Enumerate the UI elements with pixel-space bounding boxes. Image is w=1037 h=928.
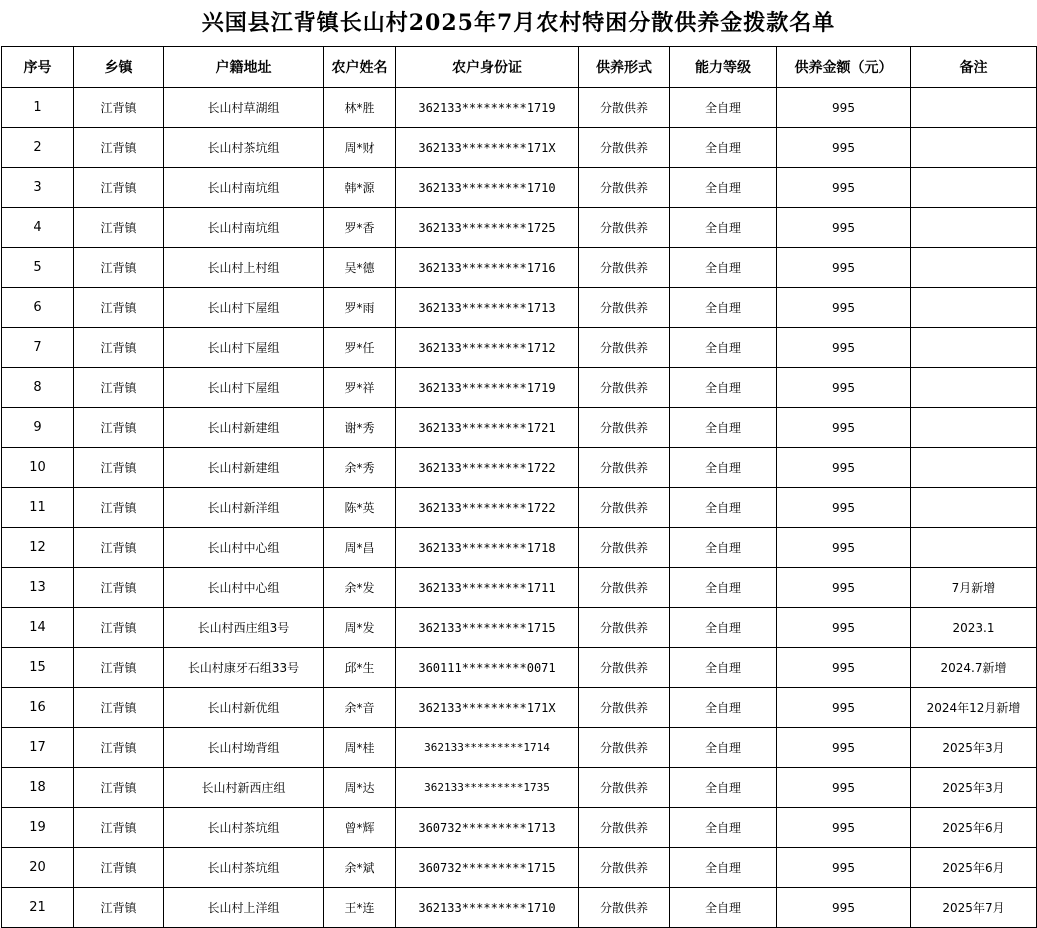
cell-name[interactable]: 韩*源 bbox=[324, 168, 396, 208]
cell-note[interactable] bbox=[911, 328, 1037, 368]
cell-address[interactable]: 长山村草湖组 bbox=[164, 88, 324, 128]
header-note[interactable]: 备注 bbox=[911, 47, 1037, 88]
table-row bbox=[2, 368, 1037, 408]
cell-note[interactable] bbox=[911, 448, 1037, 488]
cell-note[interactable]: 7月新增 bbox=[911, 568, 1037, 608]
cell-note[interactable] bbox=[911, 368, 1037, 408]
cell-amount[interactable]: 995 bbox=[777, 88, 911, 128]
sheet-title: 兴国县江背镇长山村2025年7月农村特困分散供养金拨款名单 bbox=[201, 10, 836, 36]
cell-address[interactable]: 长山村中心组 bbox=[164, 568, 324, 608]
cell-address[interactable]: 长山村南坑组 bbox=[164, 168, 324, 208]
table-row bbox=[2, 728, 1037, 768]
table-row bbox=[2, 448, 1037, 488]
cell-seq[interactable]: 2 bbox=[2, 128, 74, 168]
cell-town[interactable]: 江背镇 bbox=[74, 448, 164, 488]
cell-note[interactable]: 2025年6月 bbox=[911, 848, 1037, 888]
cell-name[interactable]: 陈*英 bbox=[324, 488, 396, 528]
cell-id[interactable]: 362133*********171X bbox=[396, 128, 579, 168]
cell-town[interactable]: 江背镇 bbox=[74, 888, 164, 928]
cell-level[interactable]: 全自理 bbox=[670, 248, 777, 288]
cell-id[interactable]: 360732*********1715 bbox=[396, 848, 579, 888]
cell-amount[interactable]: 995 bbox=[777, 208, 911, 248]
cell-name[interactable]: 罗*任 bbox=[324, 328, 396, 368]
cell-amount[interactable]: 995 bbox=[777, 328, 911, 368]
cell-level[interactable]: 全自理 bbox=[670, 608, 777, 648]
cell-address[interactable]: 长山村茶坑组 bbox=[164, 848, 324, 888]
cell-address[interactable]: 长山村中心组 bbox=[164, 528, 324, 568]
cell-name[interactable]: 余*发 bbox=[324, 568, 396, 608]
table-row bbox=[2, 688, 1037, 728]
cell-level[interactable]: 全自理 bbox=[670, 288, 777, 328]
cell-address[interactable]: 长山村新西庄组 bbox=[164, 768, 324, 808]
table-row bbox=[2, 288, 1037, 328]
cell-name[interactable]: 周*昌 bbox=[324, 528, 396, 568]
cell-id[interactable]: 362133*********1712 bbox=[396, 328, 579, 368]
cell-name[interactable]: 邱*生 bbox=[324, 648, 396, 688]
cell-note[interactable] bbox=[911, 408, 1037, 448]
cell-name[interactable]: 林*胜 bbox=[324, 88, 396, 128]
cell-seq[interactable]: 16 bbox=[2, 688, 74, 728]
cell-note[interactable] bbox=[911, 248, 1037, 288]
table-row bbox=[2, 888, 1037, 928]
cell-name[interactable]: 余*斌 bbox=[324, 848, 396, 888]
header-town[interactable]: 乡镇 bbox=[74, 47, 164, 88]
cell-form[interactable]: 分散供养 bbox=[579, 288, 670, 328]
cell-town[interactable]: 江背镇 bbox=[74, 648, 164, 688]
cell-id[interactable]: 362133*********1716 bbox=[396, 248, 579, 288]
table-row bbox=[2, 128, 1037, 168]
table-row bbox=[2, 248, 1037, 288]
cell-note[interactable]: 2024年12月新增 bbox=[911, 688, 1037, 728]
cell-amount[interactable]: 995 bbox=[777, 248, 911, 288]
cell-level[interactable]: 全自理 bbox=[670, 168, 777, 208]
cell-town[interactable]: 江背镇 bbox=[74, 88, 164, 128]
table-row bbox=[2, 528, 1037, 568]
cell-amount[interactable]: 995 bbox=[777, 648, 911, 688]
cell-seq[interactable]: 12 bbox=[2, 528, 74, 568]
cell-amount[interactable]: 995 bbox=[777, 728, 911, 768]
cell-seq[interactable]: 6 bbox=[2, 288, 74, 328]
cell-note[interactable] bbox=[911, 488, 1037, 528]
cell-seq[interactable]: 3 bbox=[2, 168, 74, 208]
cell-town[interactable]: 江背镇 bbox=[74, 208, 164, 248]
cell-seq[interactable]: 9 bbox=[2, 408, 74, 448]
cell-name[interactable]: 罗*香 bbox=[324, 208, 396, 248]
cell-level[interactable]: 全自理 bbox=[670, 128, 777, 168]
cell-form[interactable]: 分散供养 bbox=[579, 368, 670, 408]
cell-level[interactable]: 全自理 bbox=[670, 568, 777, 608]
cell-name[interactable]: 罗*祥 bbox=[324, 368, 396, 408]
cell-form[interactable]: 分散供养 bbox=[579, 688, 670, 728]
cell-town[interactable]: 江背镇 bbox=[74, 408, 164, 448]
cell-level[interactable]: 全自理 bbox=[670, 328, 777, 368]
table-row bbox=[2, 408, 1037, 448]
cell-id[interactable]: 360111*********0071 bbox=[396, 648, 579, 688]
cell-id[interactable]: 362133*********1714 bbox=[396, 728, 579, 768]
table-row bbox=[2, 768, 1037, 808]
cell-name[interactable]: 罗*雨 bbox=[324, 288, 396, 328]
cell-level[interactable]: 全自理 bbox=[670, 648, 777, 688]
cell-level[interactable]: 全自理 bbox=[670, 768, 777, 808]
cell-amount[interactable]: 995 bbox=[777, 848, 911, 888]
cell-seq[interactable]: 15 bbox=[2, 648, 74, 688]
cell-seq[interactable]: 13 bbox=[2, 568, 74, 608]
cell-name[interactable]: 谢*秀 bbox=[324, 408, 396, 448]
cell-note[interactable] bbox=[911, 128, 1037, 168]
table-row bbox=[2, 608, 1037, 648]
cell-town[interactable]: 江背镇 bbox=[74, 768, 164, 808]
roster-body bbox=[2, 88, 1037, 928]
cell-id[interactable]: 362133*********1710 bbox=[396, 888, 579, 928]
cell-amount[interactable]: 995 bbox=[777, 888, 911, 928]
cell-form[interactable]: 分散供养 bbox=[579, 448, 670, 488]
header-seq[interactable]: 序号 bbox=[2, 47, 74, 88]
cell-level[interactable]: 全自理 bbox=[670, 848, 777, 888]
cell-town[interactable]: 江背镇 bbox=[74, 128, 164, 168]
cell-amount[interactable]: 995 bbox=[777, 408, 911, 448]
cell-amount[interactable]: 995 bbox=[777, 808, 911, 848]
header-address[interactable]: 户籍地址 bbox=[164, 47, 324, 88]
cell-form[interactable]: 分散供养 bbox=[579, 648, 670, 688]
cell-id[interactable]: 362133*********1713 bbox=[396, 288, 579, 328]
cell-seq[interactable]: 21 bbox=[2, 888, 74, 928]
cell-address[interactable]: 长山村上洋组 bbox=[164, 888, 324, 928]
cell-address[interactable]: 长山村茶坑组 bbox=[164, 128, 324, 168]
cell-note[interactable]: 2025年3月 bbox=[911, 728, 1037, 768]
cell-name[interactable]: 周*桂 bbox=[324, 728, 396, 768]
cell-form[interactable]: 分散供养 bbox=[579, 88, 670, 128]
cell-address[interactable]: 长山村下屋组 bbox=[164, 328, 324, 368]
cell-amount[interactable]: 995 bbox=[777, 288, 911, 328]
table-row bbox=[2, 168, 1037, 208]
cell-address[interactable]: 长山村下屋组 bbox=[164, 288, 324, 328]
cell-level[interactable]: 全自理 bbox=[670, 888, 777, 928]
cell-form[interactable]: 分散供养 bbox=[579, 488, 670, 528]
cell-id[interactable]: 362133*********1725 bbox=[396, 208, 579, 248]
cell-town[interactable]: 江背镇 bbox=[74, 248, 164, 288]
cell-note[interactable]: 2025年6月 bbox=[911, 808, 1037, 848]
cell-amount[interactable]: 995 bbox=[777, 448, 911, 488]
cell-id[interactable]: 362133*********1719 bbox=[396, 88, 579, 128]
cell-seq[interactable]: 11 bbox=[2, 488, 74, 528]
cell-id[interactable]: 362133*********1710 bbox=[396, 168, 579, 208]
cell-amount[interactable]: 995 bbox=[777, 688, 911, 728]
cell-amount[interactable]: 995 bbox=[777, 488, 911, 528]
cell-level[interactable]: 全自理 bbox=[670, 408, 777, 448]
cell-seq[interactable]: 14 bbox=[2, 608, 74, 648]
cell-form[interactable]: 分散供养 bbox=[579, 608, 670, 648]
cell-id[interactable]: 362133*********1715 bbox=[396, 608, 579, 648]
cell-note[interactable] bbox=[911, 168, 1037, 208]
cell-seq[interactable]: 8 bbox=[2, 368, 74, 408]
cell-id[interactable]: 362133*********1722 bbox=[396, 488, 579, 528]
cell-note[interactable]: 2025年7月 bbox=[911, 888, 1037, 928]
table-row bbox=[2, 568, 1037, 608]
cell-name[interactable]: 王*连 bbox=[324, 888, 396, 928]
cell-amount[interactable]: 995 bbox=[777, 128, 911, 168]
cell-level[interactable]: 全自理 bbox=[670, 728, 777, 768]
cell-id[interactable]: 362133*********171X bbox=[396, 688, 579, 728]
cell-amount[interactable]: 995 bbox=[777, 368, 911, 408]
cell-note[interactable] bbox=[911, 528, 1037, 568]
cell-name[interactable]: 周*财 bbox=[324, 128, 396, 168]
cell-form[interactable]: 分散供养 bbox=[579, 848, 670, 888]
cell-amount[interactable]: 995 bbox=[777, 608, 911, 648]
cell-address[interactable]: 长山村康牙石组33号 bbox=[164, 648, 324, 688]
cell-id[interactable]: 362133*********1718 bbox=[396, 528, 579, 568]
cell-address[interactable]: 长山村下屋组 bbox=[164, 368, 324, 408]
cell-id[interactable]: 362133*********1719 bbox=[396, 368, 579, 408]
cell-town[interactable]: 江背镇 bbox=[74, 528, 164, 568]
header-form[interactable]: 供养形式 bbox=[579, 47, 670, 88]
cell-town[interactable]: 江背镇 bbox=[74, 728, 164, 768]
cell-level[interactable]: 全自理 bbox=[670, 688, 777, 728]
cell-note[interactable]: 2025年3月 bbox=[911, 768, 1037, 808]
cell-town[interactable]: 江背镇 bbox=[74, 688, 164, 728]
cell-id[interactable]: 362133*********1735 bbox=[396, 768, 579, 808]
cell-amount[interactable]: 995 bbox=[777, 768, 911, 808]
cell-address[interactable]: 长山村新建组 bbox=[164, 448, 324, 488]
cell-seq[interactable]: 17 bbox=[2, 728, 74, 768]
cell-seq[interactable]: 1 bbox=[2, 88, 74, 128]
cell-amount[interactable]: 995 bbox=[777, 168, 911, 208]
table-row bbox=[2, 208, 1037, 248]
cell-name[interactable]: 曾*辉 bbox=[324, 808, 396, 848]
cell-form[interactable]: 分散供养 bbox=[579, 208, 670, 248]
allowance-roster-table bbox=[1, 46, 1037, 928]
cell-address[interactable]: 长山村新洋组 bbox=[164, 488, 324, 528]
cell-id[interactable]: 362133*********1711 bbox=[396, 568, 579, 608]
cell-form[interactable]: 分散供养 bbox=[579, 328, 670, 368]
cell-level[interactable]: 全自理 bbox=[670, 448, 777, 488]
cell-level[interactable]: 全自理 bbox=[670, 88, 777, 128]
cell-seq[interactable]: 10 bbox=[2, 448, 74, 488]
cell-town[interactable]: 江背镇 bbox=[74, 168, 164, 208]
cell-address[interactable]: 长山村坳背组 bbox=[164, 728, 324, 768]
cell-town[interactable]: 江背镇 bbox=[74, 488, 164, 528]
cell-town[interactable]: 江背镇 bbox=[74, 608, 164, 648]
cell-name[interactable]: 周*发 bbox=[324, 608, 396, 648]
cell-town[interactable]: 江背镇 bbox=[74, 288, 164, 328]
table-row bbox=[2, 488, 1037, 528]
cell-level[interactable]: 全自理 bbox=[670, 208, 777, 248]
header-id[interactable]: 农户身份证 bbox=[396, 47, 579, 88]
cell-town[interactable]: 江背镇 bbox=[74, 368, 164, 408]
cell-form[interactable]: 分散供养 bbox=[579, 168, 670, 208]
cell-note[interactable] bbox=[911, 288, 1037, 328]
cell-form[interactable]: 分散供养 bbox=[579, 728, 670, 768]
cell-seq[interactable]: 5 bbox=[2, 248, 74, 288]
cell-form[interactable]: 分散供养 bbox=[579, 408, 670, 448]
cell-level[interactable]: 全自理 bbox=[670, 368, 777, 408]
table-row bbox=[2, 648, 1037, 688]
cell-id[interactable]: 362133*********1721 bbox=[396, 408, 579, 448]
cell-seq[interactable]: 19 bbox=[2, 808, 74, 848]
cell-address[interactable]: 长山村南坑组 bbox=[164, 208, 324, 248]
cell-form[interactable]: 分散供养 bbox=[579, 128, 670, 168]
cell-form[interactable]: 分散供养 bbox=[579, 768, 670, 808]
cell-name[interactable]: 吴*德 bbox=[324, 248, 396, 288]
table-row bbox=[2, 808, 1037, 848]
cell-form[interactable]: 分散供养 bbox=[579, 248, 670, 288]
cell-level[interactable]: 全自理 bbox=[670, 528, 777, 568]
cell-town[interactable]: 江背镇 bbox=[74, 328, 164, 368]
cell-seq[interactable]: 20 bbox=[2, 848, 74, 888]
table-row bbox=[2, 88, 1037, 128]
cell-id[interactable]: 362133*********1722 bbox=[396, 448, 579, 488]
header-amount[interactable]: 供养金额（元） bbox=[777, 47, 911, 88]
cell-form[interactable]: 分散供养 bbox=[579, 888, 670, 928]
cell-form[interactable]: 分散供养 bbox=[579, 568, 670, 608]
cell-name[interactable]: 余*音 bbox=[324, 688, 396, 728]
cell-address[interactable]: 长山村西庄组3号 bbox=[164, 608, 324, 648]
cell-town[interactable]: 江背镇 bbox=[74, 808, 164, 848]
cell-address[interactable]: 长山村新优组 bbox=[164, 688, 324, 728]
cell-town[interactable]: 江背镇 bbox=[74, 848, 164, 888]
cell-amount[interactable]: 995 bbox=[777, 528, 911, 568]
cell-town[interactable]: 江背镇 bbox=[74, 568, 164, 608]
cell-level[interactable]: 全自理 bbox=[670, 488, 777, 528]
cell-note[interactable]: 2023.1 bbox=[911, 608, 1037, 648]
cell-address[interactable]: 长山村茶坑组 bbox=[164, 808, 324, 848]
cell-level[interactable]: 全自理 bbox=[670, 808, 777, 848]
cell-form[interactable]: 分散供养 bbox=[579, 808, 670, 848]
cell-seq[interactable]: 4 bbox=[2, 208, 74, 248]
header-name[interactable]: 农户姓名 bbox=[324, 47, 396, 88]
cell-note[interactable] bbox=[911, 208, 1037, 248]
cell-name[interactable]: 余*秀 bbox=[324, 448, 396, 488]
cell-id[interactable]: 360732*********1713 bbox=[396, 808, 579, 848]
cell-address[interactable]: 长山村新建组 bbox=[164, 408, 324, 448]
table-row bbox=[2, 328, 1037, 368]
cell-form[interactable]: 分散供养 bbox=[579, 528, 670, 568]
cell-seq[interactable]: 18 bbox=[2, 768, 74, 808]
cell-amount[interactable]: 995 bbox=[777, 568, 911, 608]
cell-seq[interactable]: 7 bbox=[2, 328, 74, 368]
cell-note[interactable] bbox=[911, 88, 1037, 128]
cell-address[interactable]: 长山村上村组 bbox=[164, 248, 324, 288]
cell-name[interactable]: 周*达 bbox=[324, 768, 396, 808]
header-row bbox=[2, 47, 1037, 88]
header-level[interactable]: 能力等级 bbox=[670, 47, 777, 88]
table-row bbox=[2, 848, 1037, 888]
cell-note[interactable]: 2024.7新增 bbox=[911, 648, 1037, 688]
